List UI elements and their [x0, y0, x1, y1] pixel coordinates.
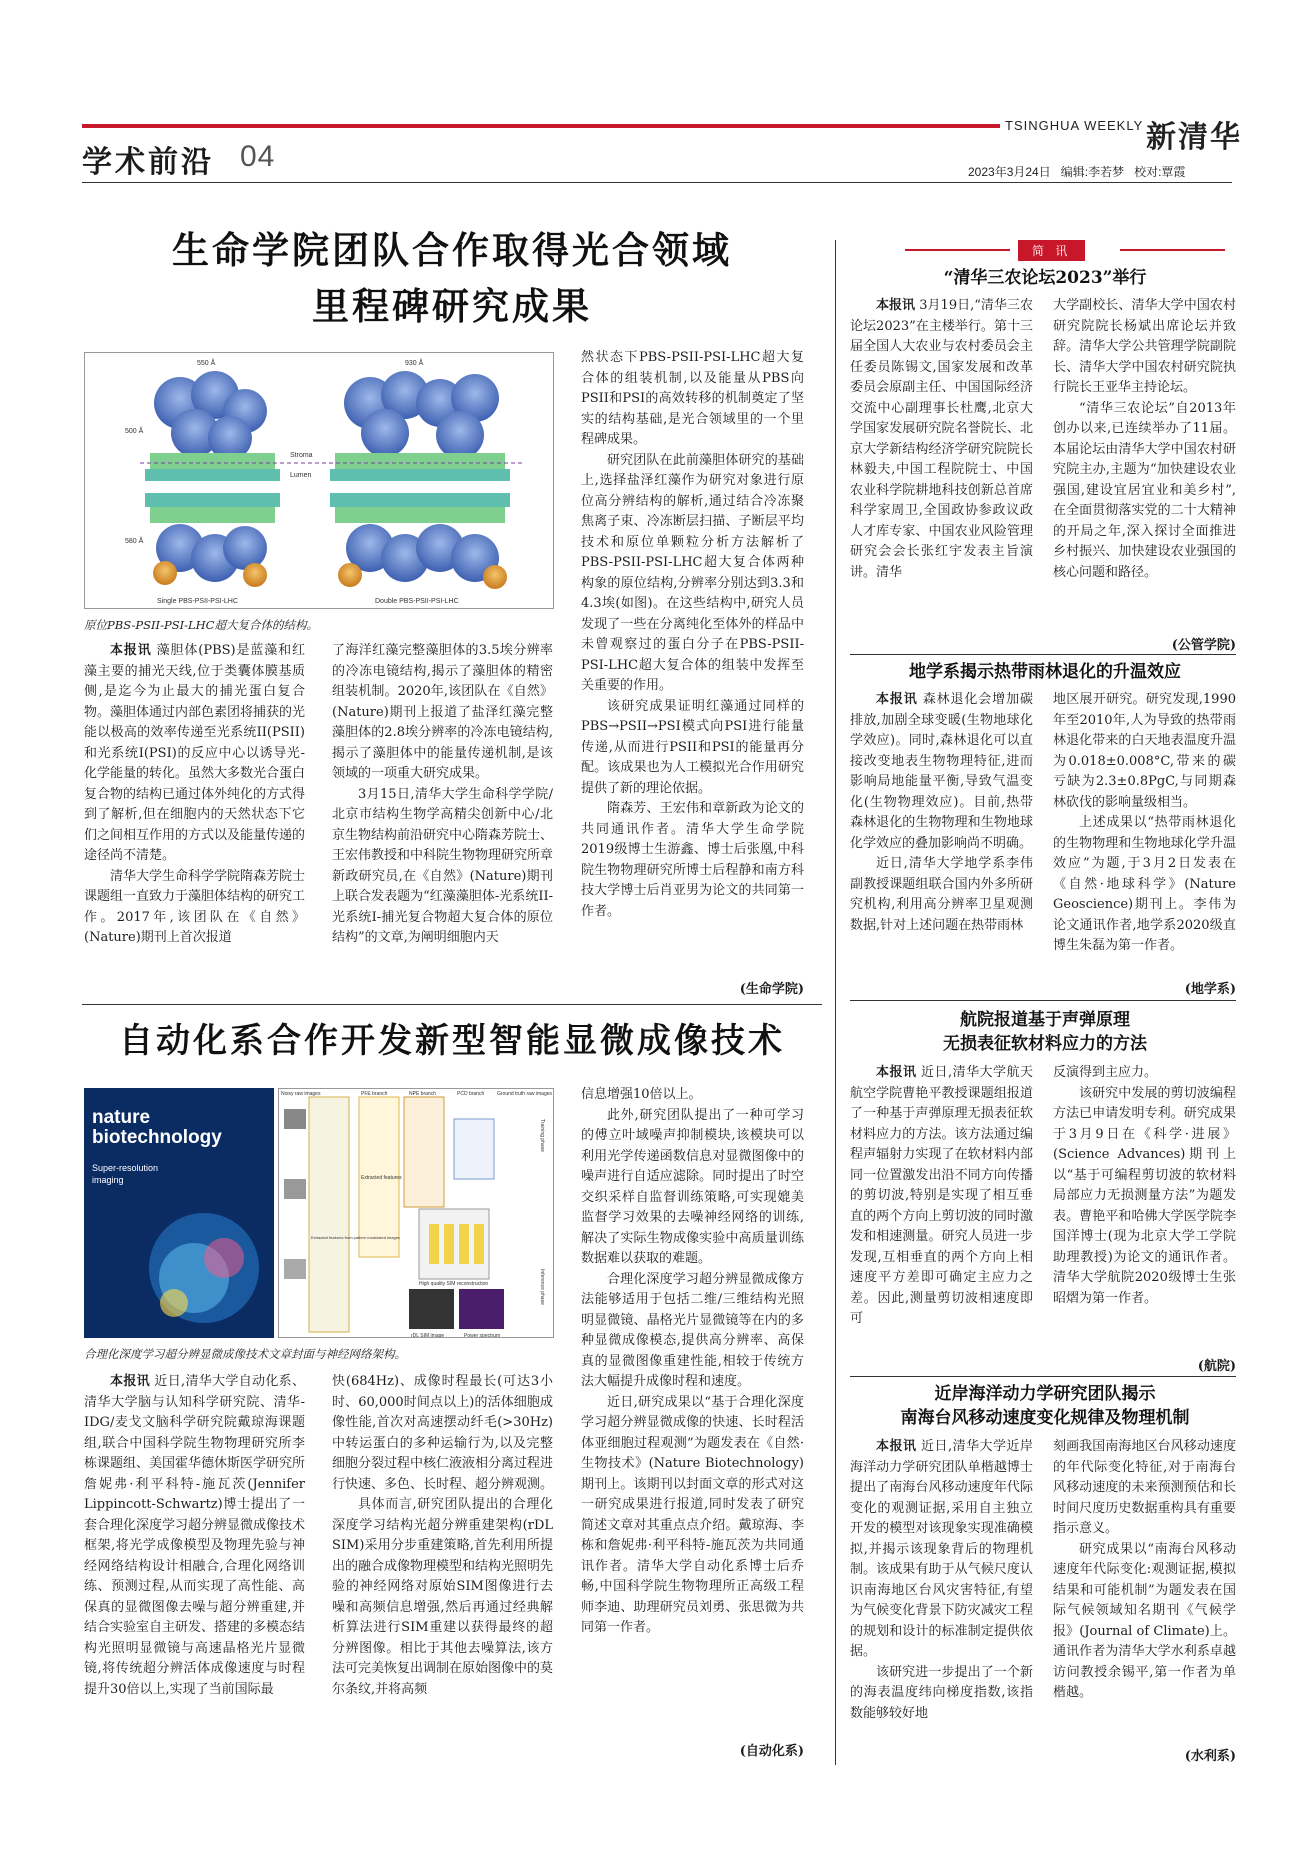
article2-col3-para1: 信息增强10倍以上。 — [581, 1087, 702, 1102]
para-text: 近日,清华大学航天航空学院曹艳平教授课题组报道了一种基于声弹原理无损表征软材料应力的方法。该方法通过编程声辐射力实现了在软材料内部同一位置激发出沿不同方向传播的剪切波,特别是实现了相互垂直的两个方向上剪切波的同时激发和相速测量。研究人员进一步发现,互相垂直的两个方向上相速度平方差即可确定主应力之差。因此,测量剪切波相速度即可 — [850, 1065, 1033, 1326]
brief1-credit: (公管学院) — [1171, 638, 1236, 653]
brief4-col1-para1 — [850, 1437, 1033, 1663]
article2-col2 — [332, 1372, 553, 1762]
lead-label: 本报讯 — [110, 643, 152, 658]
label-550: 550 Å — [197, 360, 216, 367]
brief3-credit: (航院) — [1197, 1359, 1236, 1374]
para-text: 藻胆体(PBS)是蓝藻和红藻主要的捕光天线,位于类囊体膜基质侧,是迄今为止最大的捕光蛋白复合物。藻胆体通过内部色素团将捕获的光能以极高的效率传递至光系统II(PSII)和光系统I(PSI)的反应中心以诱导光-化学能量的转化。虽然大多数光合蛋白复合物的结构已通过体外纯化的方式得到了解析,但在细胞内的天然状态下它们之间相互作用的方式以及能量传递的途径尚不清楚。 — [84, 643, 305, 863]
article1-col1-para1 — [84, 641, 305, 867]
lead-label: 本报讯 — [876, 1439, 917, 1454]
brief1-col2-para2: “清华三农论坛”自2013年创办以来,已连续举办了11届。本届论坛由清华大学中国农村研究院主办,主题为“加快建设农业强国,建设宜居宜业和美乡村”,在全面贯彻落实党的二十大精神的开局之年,深入探讨全面推进乡村振兴、加快建设农业强国的核心问题和路径。 — [1053, 400, 1236, 580]
brief4-col2-para1: 刻画我国南海地区台风移动速度的年代际变化特征,对于南海台风移动速度的未来预测预估和长时间尺度历史数据重构具有重要指示意义。 — [1053, 1439, 1236, 1536]
brief3-col2-para1: 反演得到主应力。 — [1053, 1065, 1158, 1080]
brief1-title: “清华三农论坛2023”举行 — [943, 268, 1147, 288]
brief3-title-line1: 航院报道基于声弹原理 — [960, 1010, 1130, 1030]
para-text: 该研究进一步提出了一个新的海表温度纬向梯度指数,该指数能够较好地 — [850, 1664, 1033, 1721]
article1-headline — [82, 222, 822, 334]
brief2-col2-para1: 地区展开研究。研究发现,1990年至2010年,人为导致的热带雨林退化带来的白天地表温度升温为0.018±0.008°C,带来的碳亏缺为2.3±0.8PgC,与同期森林砍伐的影响量级相当。 — [1053, 692, 1236, 810]
article2-col3 — [581, 1085, 804, 1740]
brief3-bottom-rule — [850, 1376, 1236, 1377]
para-text: 近日,清华大学近岸海洋动力学研究团队单楷越博士提出了南海台风移动速度年代际变化的观测证据,采用自主独立开发的模型对该现象实现准确模拟,并揭示该现象背后的物理机制。该成果有助于从气候尺度认识南海地区台风灾害特征,有望为气候变化背景下防灾减灾工程的规划和设计的标准制定提供依据。 — [850, 1439, 1033, 1659]
page-number: 04 — [240, 140, 276, 173]
brief1-col2 — [1053, 296, 1236, 636]
brief1-col2-para1: 大学副校长、清华大学中国农村研究院院长杨斌出席论坛并致辞。清华大学公共管理学院副院长、清华大学中国农村研究院执行院长王亚华主持论坛。 — [1053, 298, 1236, 395]
brief1-col1-para1 — [850, 296, 1033, 583]
article1-col3-para4: 隋森芳、王宏伟和章新政为论文的共同通讯作者。清华大学生命学院2019级博士生游鑫、博士后张凰,中科院生物物理研究所博士后程静和南方科技大学博士后肖亚男为论文的共同第一作者。 — [581, 801, 804, 919]
label-580: 580 Å — [125, 538, 144, 545]
label-500: 500 Å — [125, 428, 144, 435]
para-text: 近日,清华大学自动化系、清华大学脑与认知科学研究院、清华-IDG/麦戈文脑科学研究院戴琼海课题组,联合中国科学院生物物理研究所李栋课题组、美国霍华德休斯医学研究所詹妮弗·利平科特-施瓦茨(Jennifer Lippincott-Schwartz)博士提出了一套合理化深度学习超分辨显微成像技术框架,将光学成像模型及物理先验与神经网络结构设计相融合,合理化网络训练、预测过程,从而实现了高性能、高保真的显微图像去噪与超分辨重建,并结合实验室自主研发、搭建的多模态结构光照明显微镜与高速晶格光片显微镜,将传统超分辨活体成像速度与时程提升30倍以上,实现了当前国际最 — [84, 1374, 305, 1697]
label-930: 930 Å — [405, 360, 424, 367]
article2-col1 — [84, 1372, 305, 1762]
sidebar-badge-row — [905, 240, 1225, 260]
article1-col3 — [581, 348, 804, 978]
brief3-col1 — [850, 1063, 1033, 1371]
brief2-col1 — [850, 690, 1033, 996]
brief2-credit: (地学系) — [1184, 982, 1236, 997]
issue-date: 2023年3月24日 — [968, 165, 1051, 179]
brief4-col2 — [1053, 1437, 1236, 1743]
brief4-col1 — [850, 1437, 1033, 1767]
para-text: 清华大学生命科学学院隋森芳院士课题组一直致力于藻胆体结构的研究工作。2017年,该团队在《自然》(Nature)期刊上首次报道 — [84, 868, 305, 945]
brief2-bottom-rule — [850, 1000, 1236, 1001]
masthead-logo: 新清华 — [1146, 120, 1242, 155]
article1-col2-para2: 3月15日,清华大学生命科学学院/北京市结构生物学高精尖创新中心/北京生物结构前沿研究中心隋森芳院士、王宏伟教授和中科院生物物理研究所章新政研究员,在《自然》(Nature)期刊上联合发表题为“红藻藻胆体-光系统II-光系统I-捕光复合物超大复合体的原位结构”的文章,为阐明细胞内天 — [332, 786, 553, 945]
label-stroma: Stroma — [290, 452, 313, 459]
article1-headline-line1: 生命学院团队合作取得光合领域 — [172, 228, 732, 272]
cover-journal-line1: nature — [92, 1107, 151, 1128]
article2-col2-para1: 快(684Hz)、成像时程最长(可达3小时、60,000时间点以上)的活体细胞成像性能,首次对高速摆动纤毛(>30Hz)中转运蛋白的多种运输行为,以及完整细胞分裂过程中核仁液液相分离过程进行快速、多色、长时程、超分辨观测。 — [332, 1374, 553, 1492]
lead-label: 本报讯 — [876, 1065, 917, 1080]
article2-caption: 合理化深度学习超分辨显微成像技术文章封面与神经网络架构。 — [84, 1347, 406, 1361]
masthead-meta — [968, 163, 1185, 180]
sidebar-badge: 简 讯 — [1018, 240, 1085, 261]
article1-headline-line2: 里程碑研究成果 — [312, 284, 592, 328]
brief1-col1 — [850, 296, 1033, 652]
editor: 编辑:李若梦 — [1060, 165, 1125, 179]
article1-col1-para2 — [84, 867, 305, 949]
proofreader: 校对:覃霞 — [1134, 165, 1186, 179]
lead-label: 本报讯 — [110, 1374, 150, 1389]
brief3-col2 — [1053, 1063, 1236, 1353]
para-text: 近日,清华大学地学系李伟副教授课题组联合国内外多所研究机构,利用高分辨率卫星观测数据,针对上述问题在热带雨林 — [850, 856, 1033, 933]
label-power: Power spectrum — [464, 1333, 501, 1338]
brief4-credit: (水利系) — [1184, 1749, 1236, 1764]
label-pcd: PCD branch — [457, 1091, 485, 1097]
badge-rule-left — [905, 249, 1010, 251]
brief3-col2-para2: 该研究中发展的剪切波编程方法已申请发明专利。研究成果于3月9日在《科学·进展》(Science Advances)期刊上以“基于可编程剪切波的软材料局部应力无损测量方法”为题发表。曹艳平和哈佛大学医学院李国洋博士(现为北京大学工学院助理教授)为论文的通讯作者。清华大学航院2020级博士生张昭熠为第一作者。 — [1053, 1085, 1236, 1306]
label-hq: High quality SIM reconstruction — [419, 1281, 489, 1287]
lead-label: 本报讯 — [876, 298, 916, 313]
cover-journal-line2: biotechnology — [92, 1127, 222, 1148]
label-extracted: Extracted features — [361, 1175, 402, 1181]
masthead-english-name: TSINGHUA WEEKLY — [1005, 118, 1144, 133]
brief2-title: 地学系揭示热带雨林退化的升温效应 — [909, 662, 1181, 682]
network-diagram — [279, 1089, 554, 1338]
article2-col3-para2: 此外,研究团队提出了一种可学习的傅立叶域噪声抑制模块,该模块可以利用光学传递函数信息对显微图像中的噪声进行自适应滤除。同时提出了时空交织采样自监督训练策略,可实现媲美监督学习效果的去噪神经网络的训练,解决了实际生物成像实验中高质量训练数据难以获取的难题。 — [581, 1107, 804, 1266]
para-text: 3月19日,“清华三农论坛2023”在主楼举行。第十三届全国人大农业与农村委员会主任委员陈锡文,国家发展和改革委员会原副主任、中国国际经济交流中心副理事长杜鹰,北京大学国家发展研究院名誉院长、北京大学新结构经济学研究院院长林毅夫,中国工程院院士、中国农业科学院耕地科技创新总首席科学家周卫,全国政协参政议政人才库专家、中国农业风险管理研究会会长张红宇发表主旨演讲。清华 — [850, 298, 1033, 580]
label-training: Training phase — [539, 1119, 545, 1152]
section-title: 学术前沿 — [82, 145, 214, 180]
photosystem-structure-figure — [85, 353, 554, 609]
article1-caption: 原位PBS-PSII-PSI-LHC超大复合体的结构。 — [84, 618, 318, 632]
brief4-title-line2: 南海台风移动速度变化规律及物理机制 — [900, 1408, 1190, 1428]
article1-bottom-rule — [82, 1004, 822, 1005]
label-lumen: Lumen — [290, 472, 312, 479]
masthead-bottom-rule — [82, 182, 1232, 183]
label-double: Double PBS-PSII-PSI-LHC — [375, 598, 459, 605]
article1-credit: (生命学院) — [739, 982, 804, 997]
article2-col2-para2: 具体而言,研究团队提出的合理化深度学习结构光超分辨重建架构(rDL SIM)采用分步重建策略,首先利用所提出的融合成像物理模型和结构光照明先验的神经网络对原始SIM图像进行去噪和高频信息增强,然后再通过经典解析算法进行SIM重建以获得最终的超分辨图像。相比于其他去噪算法,该方法可完美恢复出调制在原始图像中的莫尔条纹,并将高频 — [332, 1497, 553, 1697]
label-noisy: Noisy raw images — [281, 1091, 321, 1097]
badge-rule-right — [1120, 249, 1225, 251]
journal-cover — [84, 1088, 274, 1338]
para-text: 森林退化会增加碳排放,加剧全球变暖(生物地球化学效应)。同时,森林退化可以直接改变地表生物物理特征,进而影响局地能量平衡,导致气温变化(生物物理效应)。目前,热带森林退化的生物物理和生物地球化学效应的叠加影响尚不明确。 — [850, 692, 1033, 851]
cover-journal-name — [92, 1108, 222, 1186]
lead-label: 本报讯 — [876, 692, 918, 707]
network-architecture-diagram — [278, 1088, 554, 1338]
cover-headline: Super-resolution imaging — [92, 1163, 159, 1185]
brief2-col2-para2: 上述成果以“热带雨林退化的生物物理和生物地球化学升温效应”为题,于3月2日发表在《自然·地球科学》(Nature Geoscience)期刊上。李伟为论文通讯作者,地学系2020级直博生朱磊为第一作者。 — [1053, 815, 1236, 953]
article2-col3-para4: 近日,研究成果以“基于合理化深度学习超分辨显微成像的快速、长时程活体亚细胞过程观测”为题发表在《自然·生物技术》(Nature Biotechnology)期刊上。该期刊以封面文章的形式对这一研究成果进行报道,同时发表了研究简述文章对其重点点介绍。戴琼海、李栋和詹妮弗·利平科特-施瓦茨为共同通讯作者。清华大学自动化系博士后乔畅,中国科学院生物物理所正高级工程师李迪、助理研究员刘勇、张思微为共同第一作者。 — [581, 1394, 804, 1635]
article2-col3-para3: 合理化深度学习超分辨显微成像方法能够适用于包括二维/三维结构光照明显微镜、晶格光片显微镜等在内的多种显微成像模态,提供高分辨率、高保真的显微图像重建性能,相较于传统方法大幅提升成像时程和速度。 — [581, 1271, 804, 1389]
column-divider — [835, 240, 836, 1765]
brief2-col2 — [1053, 690, 1236, 980]
brief4-col1-para2 — [850, 1663, 1033, 1725]
label-pattern: Extracted features from pattern modulated images — [311, 1235, 400, 1240]
label-npe: NPE branch — [409, 1091, 436, 1097]
article1-col3-para1: 然状态下PBS-PSII-PSI-LHC超大复合体的组装机制,以及能量从PBS向PSII和PSI的高效转移的机制奠定了坚实的结构基础,是光合领域里的一个里程碑成果。 — [581, 350, 804, 447]
masthead-red-rule — [82, 124, 1000, 128]
article2-headline: 自动化系合作开发新型智能显微成像技术 — [119, 1021, 785, 1061]
article1-col1 — [84, 641, 305, 1001]
brief3-title-line2: 无损表征软材料应力的方法 — [943, 1034, 1147, 1054]
brief1-bottom-rule — [850, 654, 1236, 655]
brief2-col1-para1 — [850, 690, 1033, 854]
label-single: Single PBS-PSII-PSI-LHC — [157, 598, 238, 605]
label-gt: Ground truth raw images — [497, 1091, 553, 1097]
article1-figure — [84, 352, 554, 609]
label-inference: Inference phase — [539, 1269, 545, 1305]
brief4-title — [850, 1382, 1240, 1430]
brief4-col2-para2: 研究成果以“南海台风移动速度年代际变化:观测证据,模拟结果和可能机制”为题发表在国际气候领域知名期刊《气候学报》(Journal of Climate)上。通讯作者为清华大学水利系卓越访问教授余锡平,第一作者为单楷越。 — [1053, 1541, 1236, 1700]
brief4-title-line1: 近岸海洋动力学研究团队揭示 — [934, 1384, 1156, 1404]
brief3-col1-para1 — [850, 1063, 1033, 1330]
brief3-title — [850, 1008, 1240, 1056]
article1-col2 — [332, 641, 553, 1001]
article1-col3-para2: 研究团队在此前藻胆体研究的基础上,选择盐泽红藻作为研究对象进行原位高分辨结构的解析,通过结合冷冻聚焦离子束、冷冻断层扫描、子断层平均技术和原位单颗粒分析方法解析了PBS-PSII-PSI-LHC超大复合体两种构象的原位结构,分辨率分别达到3.3和4.3埃(如图)。在这些结构中,研究人员发现了一些在分离纯化至体外的样品中未曾观察过的蛋白分子在PBS-PSII-PSI-LHC超大复合体的组装中发挥至关重要的作用。 — [581, 452, 804, 693]
brief2-col1-para2 — [850, 854, 1033, 936]
label-pfe: PFE branch — [361, 1091, 388, 1097]
article2-credit: (自动化系) — [739, 1744, 804, 1759]
article1-col3-para3: 该研究成果证明红藻通过同样的PBS→PSII→PSI模式向PSI进行能量传递,从而进行PSII和PSI的能量再分配。该成果也为人工模拟光合作用研究提供了新的理论依据。 — [581, 698, 804, 796]
article1-col2-para1: 了海洋红藻完整藻胆体的3.5埃分辨率的冷冻电镜结构,揭示了藻胆体的精密组装机制。2020年,该团队在《自然》(Nature)期刊上报道了盐泽红藻完整藻胆体的2.8埃分辨率的冷冻电镜结构,揭示了藻胆体中的能量传递机制,是该领域的一项重大研究成果。 — [332, 643, 553, 781]
article2-col1-para1 — [84, 1372, 305, 1700]
label-rdl: rDL SIM image — [411, 1333, 445, 1338]
